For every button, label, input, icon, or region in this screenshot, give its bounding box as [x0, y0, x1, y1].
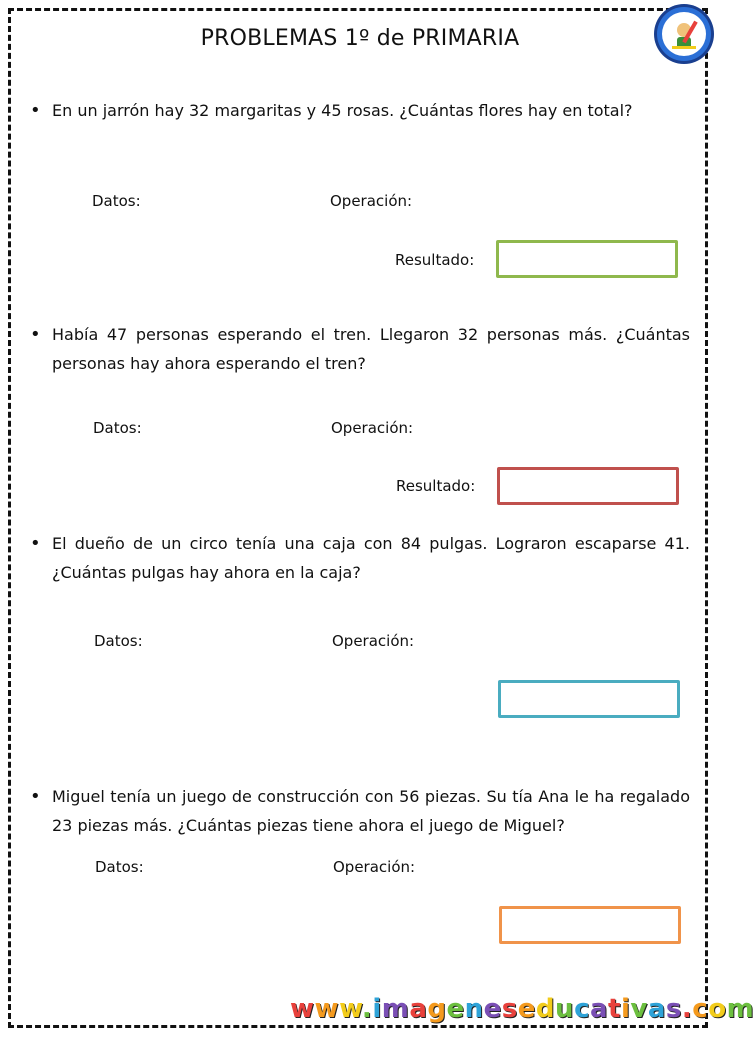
problem-2-datos-label: Datos: [93, 419, 142, 437]
problem-1-text: En un jarrón hay 32 margaritas y 45 rosas. ¿Cuántas flores hay en total? [52, 101, 633, 120]
problem-4-operacion-label: Operación: [333, 858, 416, 876]
bullet-icon: • [30, 533, 41, 554]
problem-2-operacion-label: Operación: [331, 419, 414, 437]
website-text[interactable]: www.imageneseducativas.com [290, 994, 754, 1024]
problem-3-answer-box[interactable] [498, 680, 680, 718]
problem-3-datos-label: Datos: [94, 632, 143, 650]
problem-1-operacion-label: Operación: [330, 192, 413, 210]
problem-1-datos-label: Datos: [92, 192, 141, 210]
problem-2-resultado-label: Resultado: [396, 477, 476, 495]
problem-1 [30, 96, 690, 125]
problem-3-operacion-label: Operación: [332, 632, 415, 650]
educational-logo-icon [652, 2, 716, 66]
website-footer[interactable] [290, 994, 754, 1024]
problem-2-text: Había 47 personas esperando el tren. Llegaron 32 personas más. ¿Cuántas personas hay ahora esperando el tren? [52, 325, 690, 373]
problem-1-resultado-label: Resultado: [395, 251, 475, 269]
problem-4-answer-box[interactable] [499, 906, 681, 944]
problem-4 [30, 782, 690, 840]
problem-3-text: El dueño de un circo tenía una caja con 84 pulgas. Lograron escaparse 41. ¿Cuántas pulgas hay ahora en la caja? [52, 534, 690, 582]
problem-4-text: Miguel tenía un juego de construcción con 56 piezas. Su tía Ana le ha regalado 23 piezas más. ¿Cuántas piezas tiene ahora el juego de Miguel? [52, 787, 690, 835]
problem-4-datos-label: Datos: [95, 858, 144, 876]
problem-2-answer-box[interactable] [497, 467, 679, 505]
bullet-icon: • [30, 786, 41, 807]
problem-1-answer-box[interactable] [496, 240, 678, 278]
bullet-icon: • [30, 324, 41, 345]
problem-2 [30, 320, 690, 378]
problem-3 [30, 529, 690, 587]
page-title: PROBLEMAS 1º de PRIMARIA [200, 26, 520, 51]
bullet-icon: • [30, 100, 41, 121]
